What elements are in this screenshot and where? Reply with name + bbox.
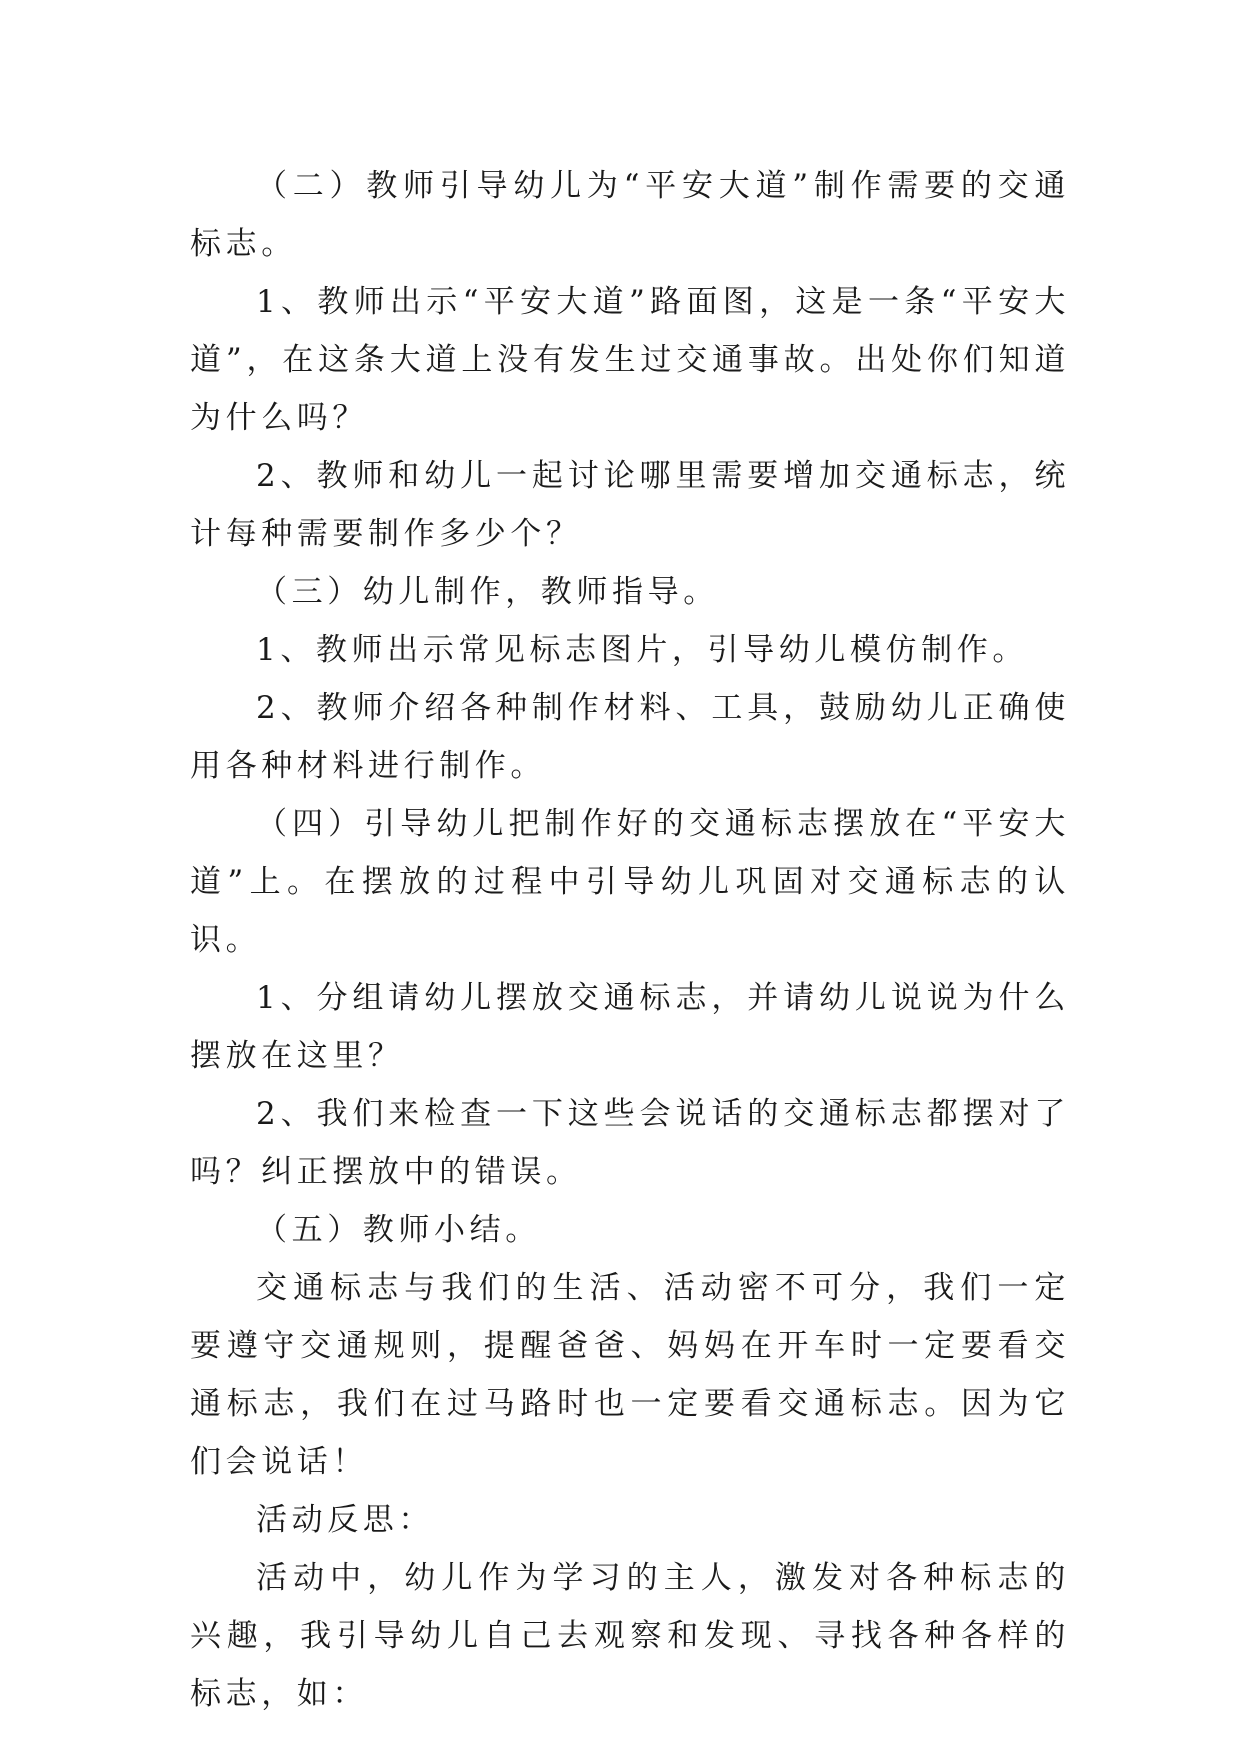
paragraph-summary: 交通标志与我们的生活、活动密不可分，我们一定要遵守交通规则，提醒爸爸、妈妈在开车时一定要看交通标志，我们在过马路时也一定要看交通标志。因为它们会说话！ [190,1270,1070,1480]
paragraph-3-1: 1、教师出示常见标志图片，引导幼儿模仿制作。 [256,632,1028,668]
paragraph-section-3-heading: （三）幼儿制作，教师指导。 [256,574,719,610]
document-body [190,157,1070,1723]
paragraph-section-2-heading: （二）教师引导幼儿为“平安大道”制作需要的交通标志。 [190,168,1070,262]
paragraph-3-2: 2、教师介绍各种制作材料、工具，鼓励幼儿正确使用各种材料进行制作。 [190,690,1070,784]
paragraph-2-2: 2、教师和幼儿一起讨论哪里需要增加交通标志，统计每种需要制作多少个？ [190,458,1070,552]
paragraph-4-2: 2、我们来检查一下这些会说话的交通标志都摆对了吗？纠正摆放中的错误。 [190,1096,1070,1190]
paragraph-4-1: 1、分组请幼儿摆放交通标志，并请幼儿说说为什么摆放在这里？ [190,980,1070,1074]
paragraph-2-1: 1、教师出示“平安大道”路面图，这是一条“平安大道”，在这条大道上没有发生过交通事故。出处你们知道为什么吗？ [190,284,1070,436]
paragraph-section-5-heading: （五）教师小结。 [256,1212,541,1248]
paragraph-section-4-heading: （四）引导幼儿把制作好的交通标志摆放在“平安大道”上。在摆放的过程中引导幼儿巩固对交通标志的认识。 [190,806,1070,958]
paragraph-reflection-body: 活动中，幼儿作为学习的主人，激发对各种标志的兴趣，我引导幼儿自己去观察和发现、寻找各种各样的标志，如： [190,1560,1070,1712]
paragraph-reflection-heading: 活动反思： [256,1502,434,1538]
